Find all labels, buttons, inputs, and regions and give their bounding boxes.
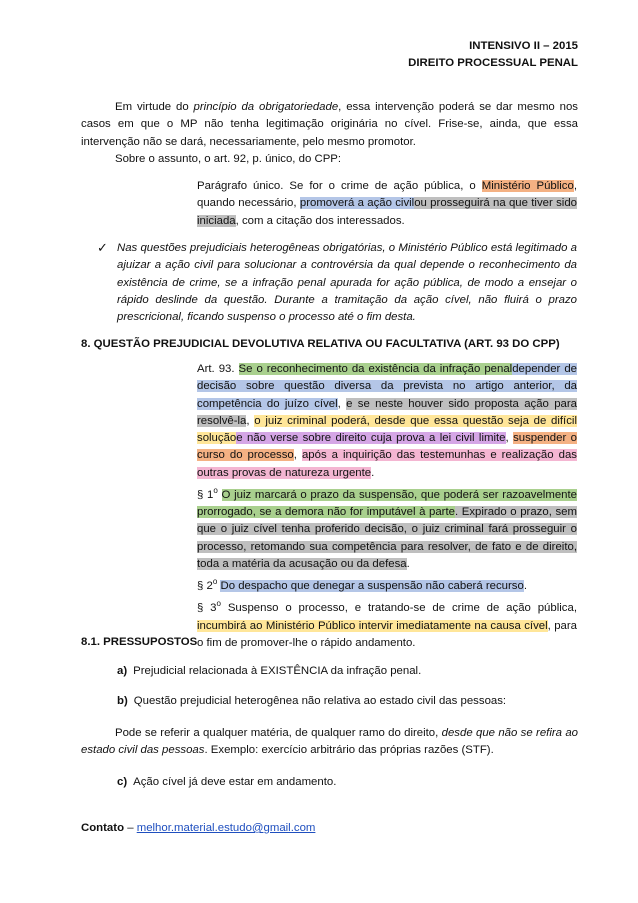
bullet-text: Nas questões prejudiciais heterogêneas obrigatórias, o Ministério Público está legitimado a ajuizar a ação civil para solucionar a controvérsia da qual depende o reconhecimento da existência de crime, se a infração penal apurada for ação pública, de modo a ensejar o rápido deslinde da questão. Durante a tramitação da ação cível, não fluirá o prazo prescricional, ficando suspenso o processo até o fim desta. [117,242,577,324]
footer-contact: Contato – melhor.material.estudo@gmail.com [81,822,316,834]
quote-art-92: Parágrafo único. Se for o crime de ação pública, o Ministério Público, quando necessário, promoverá a ação civilou prosseguirá na que tiver sido iniciada, com a citação dos interessados. [197,180,577,227]
list-item-a: a) Prejudicial relacionada à EXISTÊNCIA da infração penal. [117,665,422,677]
header-course: INTENSIVO II – 2015 [469,40,578,52]
list-item-b: b) Questão prejudicial heterogênea não relativa ao estado civil das pessoas: [117,695,507,707]
check-mark-icon: ✓ [97,240,108,255]
section-8-title: 8. QUESTÃO PREJUDICIAL DEVOLUTIVA RELATIVA OU FACULTATIVA (ART. 93 DO CPP) [81,338,560,350]
intro-paragraph: Em virtude do princípio da obrigatoriedade, essa intervenção poderá se dar mesmo nos casos em que o MP não tenha legitimação originária no cível. Frise-se, ainda, que essa intervenção não se dará, necessariamente, pelo mesmo promotor. [81,101,579,148]
list-item-c: c) Ação cível já deve estar em andamento. [117,776,337,788]
quote-art-93: Art. 93. Se o reconhecimento da existência da infração penaldepender de decisão sobre questão diversa da prevista no artigo anterior, da competência do juízo cível, e se neste houver sido proposta ação para resolvê-la, o juiz criminal poderá, desde que essa questão seja de difícil soluçãoe não verse sobre direito cuja prova a lei civil limite, suspender o curso do processo, após a inquirição das testemunhas e realização das outras provas de natureza urgente. § 1$^o$ O juiz marcará o prazo da suspensão, que poderá ser razoavelmente prorrogado, se a demora não for imputável à parte. Expirado o prazo, sem que o juiz cível tenha proferido decisão, o juiz criminal fará prosseguir o processo, retomando sua competência para resolver, de fato e de direito, toda a matéria da acusação ou da defesa. § 2$^o$ Do despacho que denegar a suspensão não caberá recurso. § 3$^o$ Suspenso o processo, e tratando-se de crime de ação pública, incumbirá ao Ministério Público intervir imediatamente na causa cível, para o fim de promover-lhe o rápido andamento. [197,363,577,649]
header-subject: DIREITO PROCESSUAL PENAL [408,57,578,69]
bullet-note [97,240,577,330]
contact-email-link[interactable]: melhor.material.estudo@gmail.com [136,822,316,834]
intro-reference: Sobre o assunto, o art. 92, p. único, do CPP: [115,153,342,165]
section-8-1-title: 8.1. PRESSUPOSTOS [81,636,198,648]
item-b-explanation: Pode se referir a qualquer matéria, de qualquer ramo do direito, desde que não se refira ao estado civil das pessoas. Exemplo: exercício arbitrário das próprias razões (STF). [81,727,578,757]
